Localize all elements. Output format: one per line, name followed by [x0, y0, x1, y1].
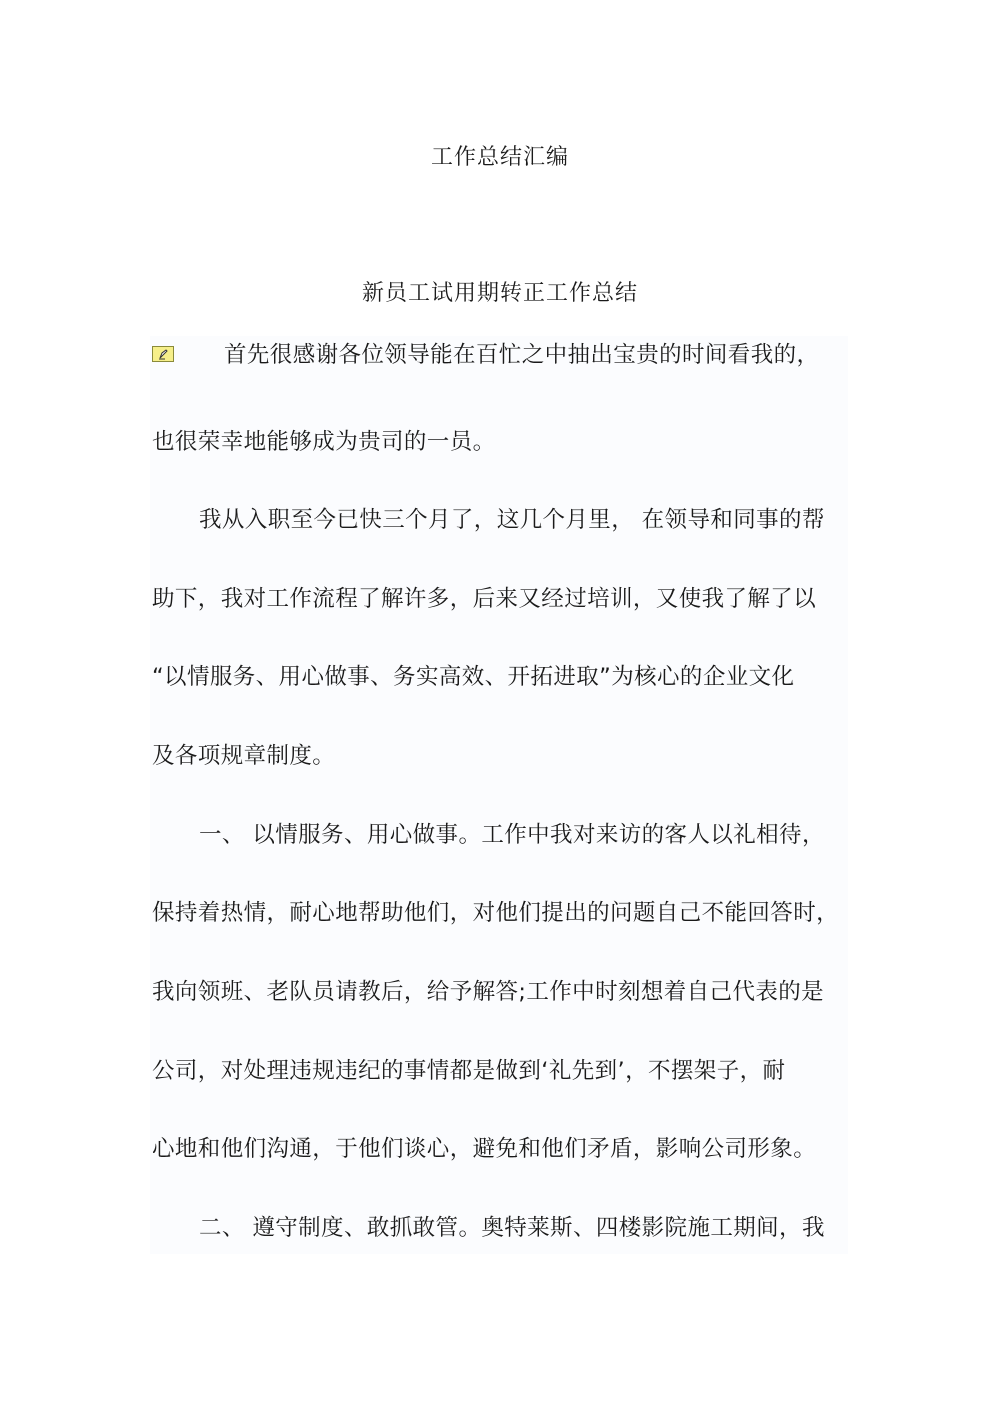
- paragraph-3-line-1: 一、 以情服务、用心做事。工作中我对来访的客人以礼相待，: [199, 822, 825, 848]
- paragraph-2-line-1: 我从入职至今已快三个月了，这几个月里， 在领导和同事的帮: [199, 507, 825, 533]
- document-body-background: [150, 336, 848, 1254]
- paragraph-3-line-3: 我向领班、老队员请教后，给予解答;工作中时刻想着自己代表的是: [152, 979, 825, 1005]
- paragraph-3-line-4: 公司，对处理违规违纪的事情都是做到‘礼先到’，不摆架子，耐: [152, 1058, 786, 1084]
- paragraph-3-line-5: 心地和他们沟通，于他们谈心，避免和他们矛盾，影响公司形象。: [152, 1136, 817, 1162]
- page-header: 工作总结汇编: [430, 145, 569, 170]
- paragraph-1-line-2: 也很荣幸地能够成为贵司的一员。: [152, 429, 496, 455]
- paragraph-2-line-2: 助下，我对工作流程了解许多，后来又经过培训，又使我了解了以: [152, 586, 817, 612]
- document-title: 新员工试用期转正工作总结: [361, 281, 638, 306]
- paragraph-3-line-2: 保持着热情，耐心地帮助他们，对他们提出的问题自己不能回答时，: [152, 900, 840, 926]
- edit-note-icon[interactable]: [152, 346, 174, 362]
- paragraph-4-line-1: 二、 遵守制度、敢抓敢管。奥特莱斯、四楼影院施工期间，我: [199, 1215, 825, 1241]
- paragraph-1-line-1: 首先很感谢各位领导能在百忙之中抽出宝贵的时间看我的，: [224, 342, 820, 368]
- paragraph-2-line-4: 及各项规章制度。: [152, 743, 336, 769]
- paragraph-2-line-3: “以情服务、用心做事、务实高效、开拓进取”为核心的企业文化: [152, 664, 795, 690]
